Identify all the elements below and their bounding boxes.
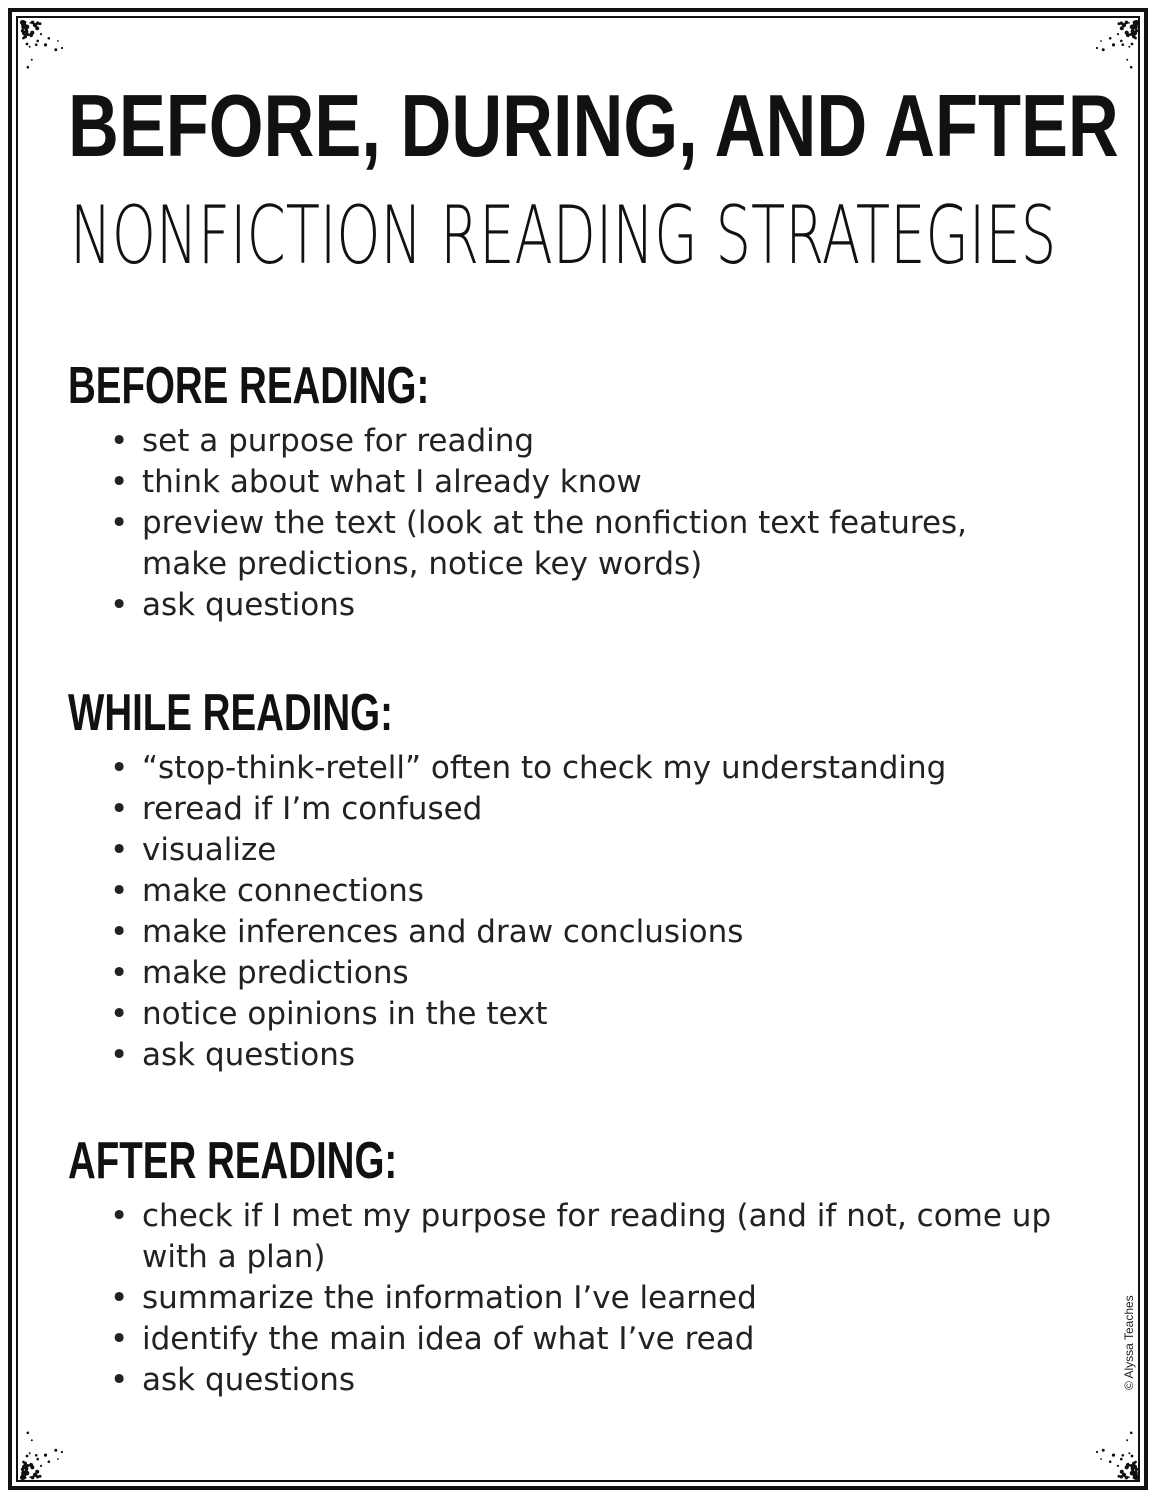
list-item-text: “stop-think-retell” often to check my understanding bbox=[142, 750, 947, 786]
list-item-text: make inferences and draw conclusions bbox=[142, 914, 744, 950]
speckle-dot bbox=[1134, 1476, 1138, 1480]
speckle-dot bbox=[35, 1454, 38, 1457]
list-item bbox=[68, 1319, 1102, 1360]
speckle-dot bbox=[48, 1460, 51, 1463]
speckle-dot bbox=[1112, 43, 1115, 46]
speckle-dot bbox=[40, 33, 42, 35]
speckle-dot bbox=[1120, 1458, 1123, 1461]
section-heading: WHILE READING: bbox=[68, 684, 393, 742]
speckle-dot bbox=[31, 59, 33, 61]
speckle-dot bbox=[1132, 1471, 1136, 1475]
list-item-text: reread if I’m confused bbox=[142, 791, 483, 827]
dots-group bbox=[1096, 1432, 1139, 1480]
speckle-dot bbox=[54, 1449, 57, 1452]
speckle-dot bbox=[1122, 43, 1125, 46]
speckle-dot bbox=[31, 21, 35, 25]
speckle-dot bbox=[30, 35, 32, 37]
speckle-dot bbox=[1131, 1467, 1135, 1471]
list-item bbox=[68, 912, 1102, 953]
bullet-icon: • bbox=[110, 587, 129, 623]
speckle-dot bbox=[27, 1432, 30, 1435]
list-item-text: make connections bbox=[142, 873, 424, 909]
speckle-dot bbox=[1125, 21, 1129, 25]
corner-dots-decoration bbox=[18, 1412, 88, 1482]
list-item bbox=[68, 871, 1102, 912]
speckle-dot bbox=[36, 40, 39, 43]
list-item-text: check if I met my purpose for reading (and if not, come up with a plan) bbox=[142, 1198, 1052, 1275]
speckle-dot bbox=[1102, 1449, 1105, 1452]
speckle-dot bbox=[1120, 22, 1123, 25]
list-item bbox=[68, 421, 1102, 462]
speckle-dot bbox=[27, 66, 30, 69]
speckle-dot bbox=[48, 37, 51, 40]
speckle-dot bbox=[1131, 1455, 1134, 1458]
speckle-dot bbox=[23, 25, 27, 29]
speckle-dot bbox=[40, 1465, 42, 1467]
speckle-dot bbox=[1126, 1439, 1128, 1441]
speckle-dot bbox=[1096, 1451, 1098, 1453]
copyright-credit: © Alyssa Teaches bbox=[1122, 1295, 1136, 1390]
bullet-icon: • bbox=[110, 1362, 129, 1398]
speckle-dot bbox=[24, 1467, 28, 1471]
list-item-text: make predictions bbox=[142, 955, 409, 991]
speckle-dot bbox=[1134, 37, 1137, 40]
bullet-icon: • bbox=[110, 1037, 129, 1073]
speckle-dot bbox=[1122, 1454, 1125, 1457]
speckle-dot bbox=[36, 1458, 39, 1461]
speckle-dot bbox=[29, 1452, 31, 1454]
section-heading: AFTER READING: bbox=[68, 1132, 398, 1190]
speckle-dot bbox=[29, 46, 31, 48]
speckle-dot bbox=[24, 29, 28, 33]
speckle-dot bbox=[36, 1475, 39, 1478]
list-item-text: notice opinions in the text bbox=[142, 996, 548, 1032]
speckle-dot bbox=[1132, 25, 1136, 29]
bullet-icon: • bbox=[110, 914, 129, 950]
bullet-icon: • bbox=[110, 505, 129, 541]
speckle-dot bbox=[61, 47, 63, 49]
list-item bbox=[68, 503, 1042, 585]
strategy-list bbox=[68, 748, 1102, 1076]
speckle-dot bbox=[57, 1458, 59, 1460]
speckle-dot bbox=[35, 43, 38, 46]
bullet-icon: • bbox=[110, 832, 129, 868]
speckle-dot bbox=[1128, 1452, 1130, 1454]
dots-group bbox=[1096, 20, 1139, 68]
speckle-dot bbox=[1117, 33, 1119, 35]
list-item-text: think about what I already know bbox=[142, 464, 642, 500]
speckle-dot bbox=[1117, 1465, 1119, 1467]
speckle-dot bbox=[1131, 43, 1134, 46]
speckle-dot bbox=[1128, 46, 1130, 48]
speckle-dot bbox=[57, 40, 59, 42]
speckle-dot bbox=[21, 1476, 25, 1480]
list-item bbox=[68, 830, 1102, 871]
speckle-dot bbox=[1127, 35, 1129, 37]
page-title: BEFORE, DURING, AND AFTER bbox=[68, 76, 1119, 175]
speckle-dot bbox=[31, 1476, 35, 1480]
speckle-dot bbox=[26, 43, 29, 46]
speckle-dot bbox=[61, 1451, 63, 1453]
list-item bbox=[68, 1278, 1102, 1319]
speckle-dot bbox=[22, 37, 25, 40]
bullet-icon: • bbox=[110, 750, 129, 786]
speckle-dot bbox=[30, 1463, 32, 1465]
speckle-dot bbox=[26, 1455, 29, 1458]
bullet-icon: • bbox=[110, 955, 129, 991]
list-item-text: visualize bbox=[142, 832, 277, 868]
list-item-text: ask questions bbox=[142, 587, 356, 623]
speckle-dot bbox=[1112, 1454, 1115, 1457]
section-while-reading bbox=[68, 682, 1102, 1076]
speckle-dot bbox=[1125, 1476, 1129, 1480]
speckle-dot bbox=[44, 43, 47, 46]
speckle-dot bbox=[1130, 1432, 1133, 1435]
speckle-dot bbox=[1100, 40, 1102, 42]
list-item-text: summarize the information I’ve learned bbox=[142, 1280, 757, 1316]
speckle-dot bbox=[1127, 1463, 1129, 1465]
speckle-dot bbox=[44, 1454, 47, 1457]
bullet-icon: • bbox=[110, 1280, 129, 1316]
dots-group bbox=[20, 1432, 63, 1480]
speckle-dot bbox=[1109, 37, 1112, 40]
dots-group bbox=[20, 20, 63, 68]
speckle-dot bbox=[36, 22, 39, 25]
speckle-dot bbox=[1126, 59, 1128, 61]
bullet-icon: • bbox=[110, 791, 129, 827]
speckle-dot bbox=[54, 48, 57, 51]
strategy-list bbox=[68, 1196, 1102, 1401]
section-after-reading bbox=[68, 1130, 1102, 1401]
speckle-dot bbox=[1096, 47, 1098, 49]
speckle-dot bbox=[1134, 20, 1138, 24]
list-item-text: set a purpose for reading bbox=[142, 423, 535, 459]
list-item bbox=[68, 1035, 1102, 1076]
list-item-text: identify the main idea of what I’ve read bbox=[142, 1321, 755, 1357]
list-item-text: preview the text (look at the nonfiction text features, make predictions, notice key words) bbox=[142, 505, 968, 582]
section-before-reading bbox=[68, 355, 1102, 626]
list-item-text: ask questions bbox=[142, 1037, 356, 1073]
speckle-dot bbox=[1134, 1461, 1137, 1464]
speckle-dot bbox=[1100, 1458, 1102, 1460]
speckle-dot bbox=[1120, 1475, 1123, 1478]
speckle-dot bbox=[23, 1471, 27, 1475]
list-item-text: ask questions bbox=[142, 1362, 356, 1398]
bullet-icon: • bbox=[110, 1321, 129, 1357]
corner-dots-decoration bbox=[1071, 1412, 1141, 1482]
speckle-dot bbox=[1120, 40, 1123, 43]
speckle-dot bbox=[1130, 66, 1133, 69]
list-item bbox=[68, 953, 1102, 994]
bullet-icon: • bbox=[110, 423, 129, 459]
list-item bbox=[68, 1360, 1102, 1401]
bullet-icon: • bbox=[110, 873, 129, 909]
speckle-dot bbox=[1102, 48, 1105, 51]
list-item bbox=[68, 462, 1102, 503]
page-subtitle: NONFICTION READING STRATEGIES bbox=[70, 189, 1057, 282]
list-item bbox=[68, 585, 1102, 626]
speckle-dot bbox=[22, 1461, 25, 1464]
speckle-dot bbox=[1131, 29, 1135, 33]
bullet-icon: • bbox=[110, 464, 129, 500]
bullet-icon: • bbox=[110, 996, 129, 1032]
section-heading: BEFORE READING: bbox=[68, 357, 430, 415]
speckle-dot bbox=[31, 1439, 33, 1441]
list-item bbox=[68, 748, 1102, 789]
bullet-icon: • bbox=[110, 1198, 129, 1234]
strategy-list bbox=[68, 421, 1102, 626]
speckle-dot bbox=[21, 20, 25, 24]
list-item bbox=[68, 994, 1102, 1035]
speckle-dot bbox=[1109, 1460, 1112, 1463]
list-item bbox=[68, 789, 1102, 830]
list-item bbox=[68, 1196, 1072, 1278]
